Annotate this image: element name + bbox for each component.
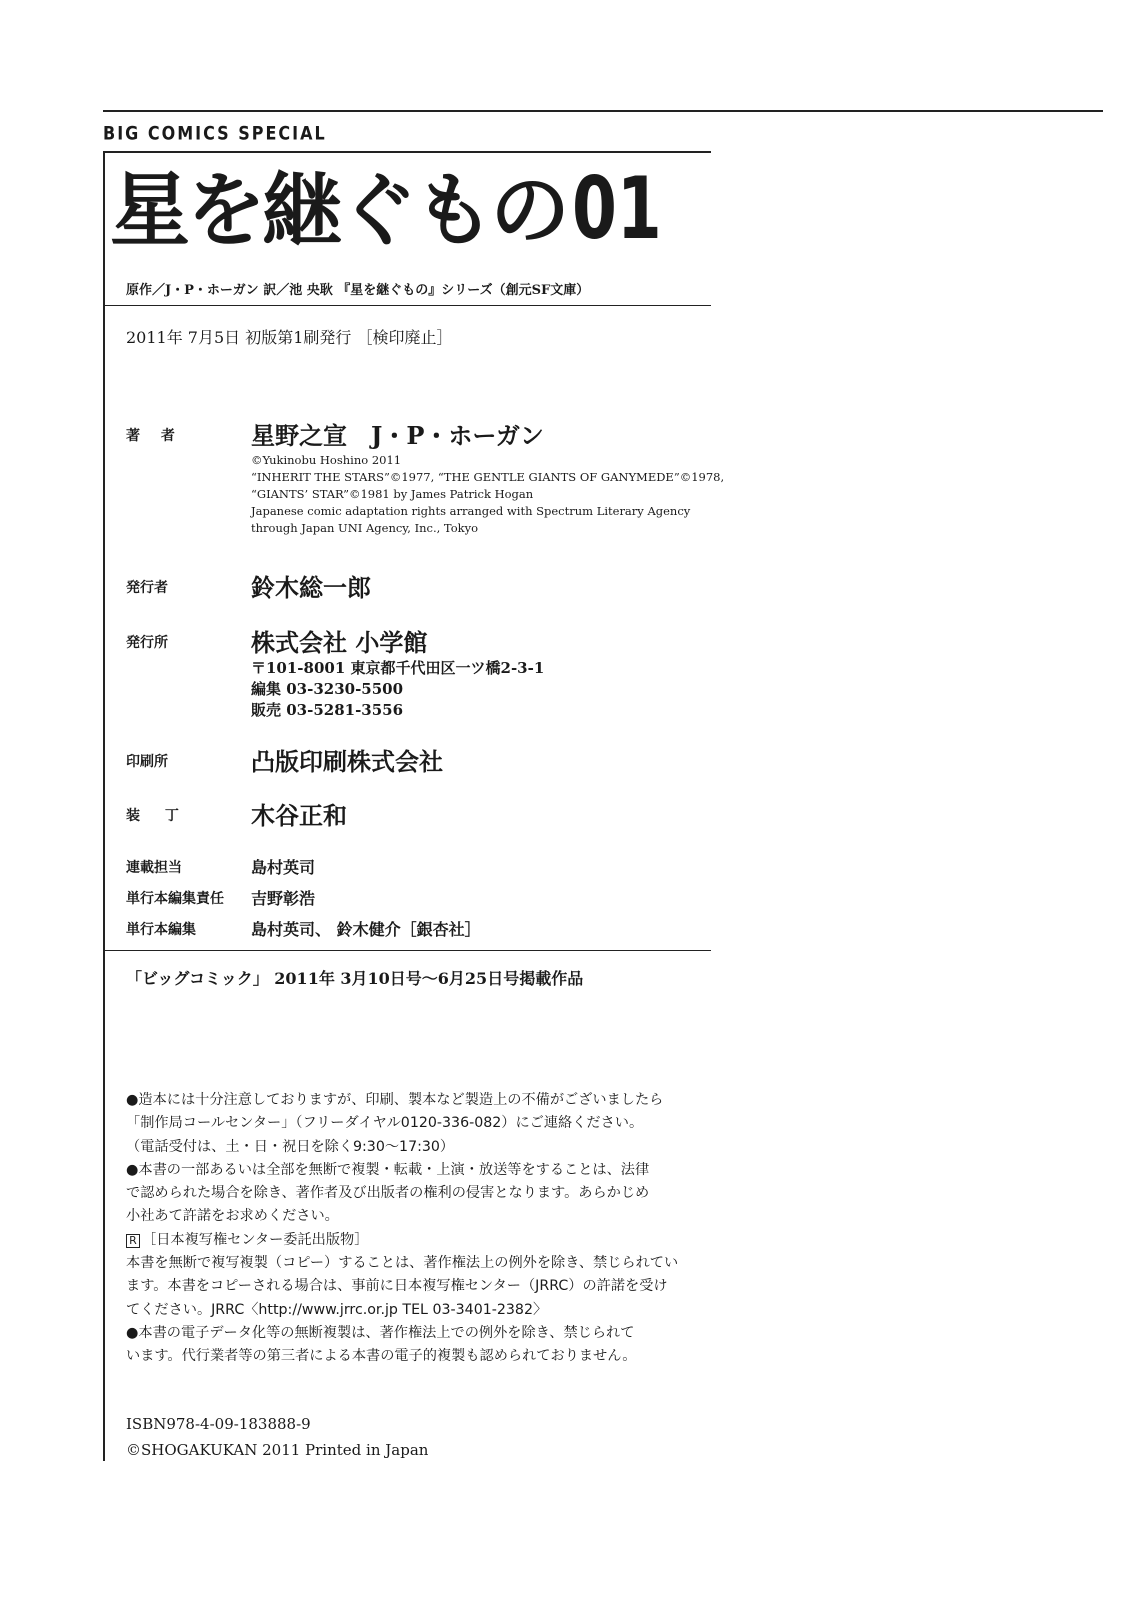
isbn: ISBN978-4-09-183888-9 xyxy=(126,1415,311,1433)
serial-editor-label: 連載担当 xyxy=(126,860,182,876)
printer-value: 凸版印刷株式会社 xyxy=(251,747,443,776)
volume-number: 01 xyxy=(572,159,662,259)
printer-label: 印刷所 xyxy=(126,754,168,770)
editors-rule xyxy=(103,950,711,951)
publisher-company-value: 株式会社 小学館 xyxy=(251,628,428,657)
copyright-line: through Japan UNI Agency, Inc., Tokyo xyxy=(251,521,479,535)
top-rule xyxy=(103,110,1103,112)
author-label: 著 者 xyxy=(126,428,183,444)
publisher-address-block xyxy=(251,658,544,721)
design-label: 装 丁 xyxy=(126,808,189,824)
notice-line: ●造本には十分注意しておりますが、印刷、製本など製造上の不備がございましたら xyxy=(126,1092,664,1108)
credits-line: 原作／J・P・ホーガン 訳／池 央耿 『星を継ぐもの』シリーズ（創元SF文庫） xyxy=(126,283,590,298)
copyright-line: “GIANTS’ STAR”©1981 by James Patrick Hogan xyxy=(251,487,534,501)
editorial-phone: 編集 03-3230-5500 xyxy=(251,680,404,698)
legal-notice xyxy=(126,1089,678,1369)
copyright-line: “INHERIT THE STARS”©1977, “THE GENTLE GIANTS OF GANYMEDE”©1978, xyxy=(251,470,725,484)
series-label: BIG COMICS SPECIAL xyxy=(103,122,327,144)
book-title xyxy=(110,159,692,259)
book-editor-in-charge-value: 吉野彰浩 xyxy=(251,889,316,908)
author-value: 星野之宣 J・P・ホーガン xyxy=(251,421,544,450)
notice-line: います。代行業者等の第三者による本書の電子的複製も認められておりません。 xyxy=(126,1348,637,1365)
notice-line: （電話受付は、土・日・祝日を除く9:30〜17:30） xyxy=(126,1138,455,1155)
notice-line: で認められた場合を除き、著作者及び出版者の権利の侵害となります。あらかじめ xyxy=(126,1185,650,1202)
publisher-person-value: 鈴木総一郎 xyxy=(251,573,371,602)
author-copyright xyxy=(251,452,724,537)
book-editors-value: 島村英司、 鈴木健介［銀杏社］ xyxy=(251,920,481,939)
serialization-info: 「ビッグコミック」 2011年 3月10日号〜6月25日号掲載作品 xyxy=(126,969,584,988)
registered-mark-icon: R xyxy=(126,1234,140,1248)
notice-line: 小社あて許諾をお求めください。 xyxy=(126,1208,339,1225)
copyright-line: ©Yukinobu Hoshino 2011 xyxy=(251,453,402,467)
notice-line-jrrc-heading xyxy=(126,1229,678,1252)
book-editors-label: 単行本編集 xyxy=(126,922,196,938)
serial-editor-value: 島村英司 xyxy=(251,858,316,877)
notice-line: 本書を無断で複写複製（コピー）することは、著作権法上の例外を除き、禁じられてい xyxy=(126,1255,679,1272)
title-rule xyxy=(103,151,711,153)
publisher-address: 〒101-8001 東京都千代田区一ツ橋2-3-1 xyxy=(251,659,545,677)
credits-rule xyxy=(103,305,711,306)
notice-line: ●本書の電子データ化等の無断複製は、著作権法上での例外を除き、禁じられて xyxy=(126,1324,635,1341)
notice-line: てください。JRRC〈http://www.jrrc.or.jp TEL 03-3401-2382〉 xyxy=(126,1301,548,1318)
sales-phone: 販売 03-5281-3556 xyxy=(251,701,404,719)
copyright-footer: ©SHOGAKUKAN 2011 Printed in Japan xyxy=(126,1441,429,1459)
copyright-line: Japanese comic adaptation rights arranged with Spectrum Literary Agency xyxy=(251,504,691,518)
book-editor-in-charge-label: 単行本編集責任 xyxy=(126,891,224,907)
notice-line: ［日本複写権センター委託出版物］ xyxy=(142,1231,369,1248)
book-title-main: 星を継ぐもの xyxy=(110,164,566,257)
design-value: 木谷正和 xyxy=(251,801,347,830)
left-rule xyxy=(103,151,105,1461)
notice-line: 「制作局コールセンター」（フリーダイヤル0120-336-082）にご連絡ください。 xyxy=(126,1115,644,1132)
publisher-company-label: 発行所 xyxy=(126,635,168,651)
publisher-person-label: 発行者 xyxy=(126,580,168,596)
notice-line: ます。本書をコピーされる場合は、事前に日本複写権センター（JRRC）の許諾を受け xyxy=(126,1278,668,1295)
notice-line: ●本書の一部あるいは全部を無断で複製・転載・上演・放送等をすることは、法律 xyxy=(126,1161,650,1178)
edition-line: 2011年 7月5日 初版第1刷発行 ［検印廃止］ xyxy=(126,328,453,347)
